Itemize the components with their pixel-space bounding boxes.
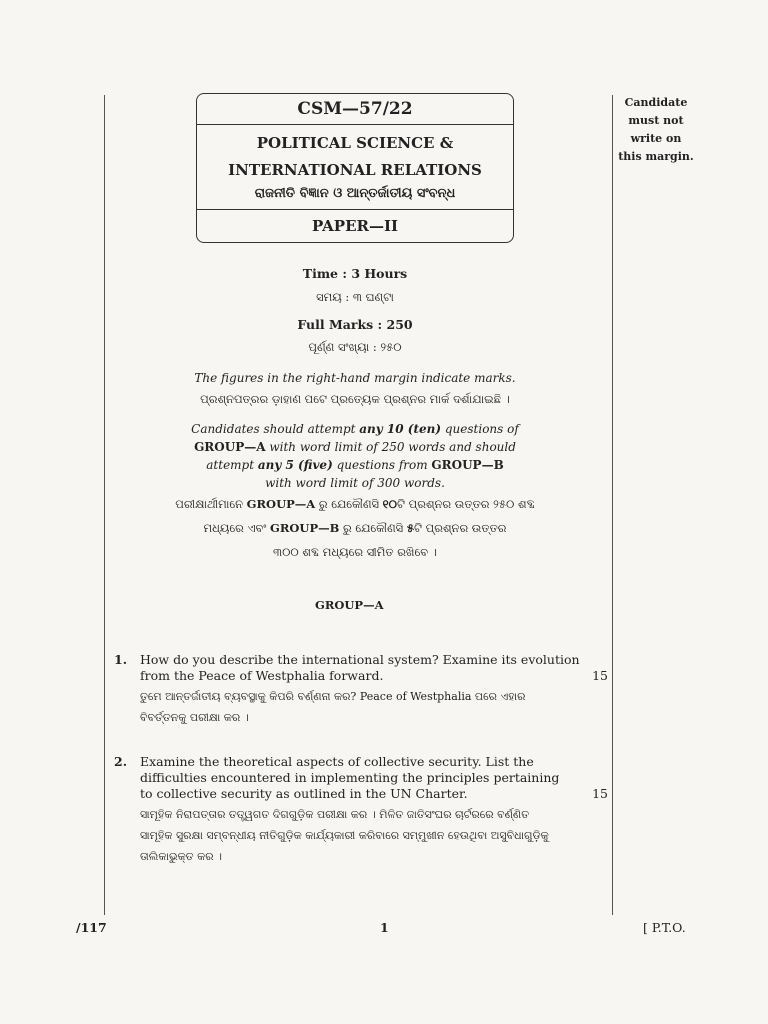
pto-label: [ P.T.O. — [643, 920, 686, 935]
instr-text: ଟି ପ୍ରଶ୍ନର ଉତ୍ତର — [414, 521, 507, 535]
question-en — [140, 652, 608, 684]
margin-note — [612, 94, 700, 166]
instr-text: Candidates should attempt — [191, 422, 360, 436]
instr-text: ମଧ୍ୟରେ ଏବଂ — [203, 521, 271, 535]
question-body — [140, 754, 608, 867]
margin-note-line: Candidate — [624, 96, 688, 109]
question-en-text: to collective security as outlined in the UN Charter. — [140, 786, 468, 801]
page-number: 1 — [380, 920, 389, 935]
instructions-or — [150, 492, 560, 564]
instr-text: ରୁ ଯେକୌଣସି — [315, 497, 383, 511]
instr-bold: ୫ — [406, 521, 415, 535]
instr-text: questions from — [332, 458, 432, 472]
question-marks: 15 — [592, 668, 608, 683]
question-or-line: ସାମୂହିକ ନିରାପତ୍ତାର ତତ୍ତ୍ୱଗତ ଦିଗଗୁଡ଼ିକ ପରୀକ୍ଷା କର । ମିଳିତ ଜାତିସଂଘର ଚାର୍ଟରରେ ବର୍ଣ୍ଣିତ — [140, 808, 530, 821]
question-en-line: difficulties encountered in implementing the principles pertaining — [140, 770, 560, 785]
instr-or-line-1 — [150, 492, 560, 516]
paper-number: PAPER—II — [311, 217, 399, 235]
question-2 — [114, 754, 608, 867]
instr-bold: any 10 (ten) — [359, 422, 442, 436]
paper-code: CSM—57/22 — [197, 94, 513, 125]
instr-group: GROUP—A — [246, 497, 316, 511]
instructions-en — [150, 420, 560, 492]
question-or-line: ବିବର୍ତ୍ତନକୁ ପରୀକ୍ଷା କର । — [140, 711, 249, 724]
title-box — [196, 93, 514, 243]
question-or-line: ସାମୂହିକ ସୁରକ୍ଷା ସମ୍ବନ୍ଧୀୟ ନୀତିଗୁଡ଼ିକ କାର୍ଯ୍ୟକାରୀ କରିବାରେ ସମ୍ମୁଖୀନ ହେଉଥିବା ଅସୁବିଧାଗୁଡ଼ିକୁ — [140, 829, 549, 842]
instr-bold: any 5 (five) — [257, 458, 333, 472]
instr-or-line-2 — [150, 516, 560, 540]
subject-en-line-1: POLITICAL SCIENCE & — [256, 134, 454, 152]
time-or: ସମୟ : ୩ ଘଣ୍ଟା — [316, 290, 394, 304]
instr-text: with word limit of 250 words and should — [265, 440, 516, 454]
question-en-line — [140, 668, 608, 684]
group-a-heading: GROUP—A — [315, 598, 384, 612]
time-en: Time : 3 Hours — [302, 266, 408, 281]
instr-en-line-4: with word limit of 300 words. — [265, 476, 445, 490]
subject-block — [197, 125, 513, 210]
question-number: 1. — [114, 652, 128, 667]
instr-text: ପରୀକ୍ଷାର୍ଥୀମାନେ — [175, 497, 247, 511]
left-margin-rule — [104, 95, 105, 915]
question-marks: 15 — [592, 786, 608, 801]
subject-en-line-2: INTERNATIONAL RELATIONS — [228, 161, 482, 179]
instr-group: GROUP—B — [270, 521, 340, 535]
instr-en-line-1 — [150, 420, 560, 438]
instr-or-line-3: ୩୦୦ ଶବ୍ଦ ମଧ୍ୟରେ ସୀମିତ ରଖିବେ । — [273, 545, 437, 559]
instr-text: ରୁ ଯେକୌଣସି — [339, 521, 407, 535]
question-or-line: ତାଲିକାଭୁକ୍ତ କର । — [140, 850, 222, 863]
margin-note-line: must not — [628, 114, 684, 127]
question-number: 2. — [114, 754, 128, 769]
instr-group: GROUP—B — [431, 458, 504, 472]
question-en — [140, 754, 608, 802]
question-en-line: Examine the theoretical aspects of collective security. List the — [140, 754, 534, 769]
instr-en-line-2 — [150, 438, 560, 456]
question-odia — [140, 686, 608, 728]
margin-note-line: write on — [630, 132, 682, 145]
margin-note-line: this margin. — [618, 150, 694, 163]
question-en-line — [140, 786, 608, 802]
question-body — [140, 652, 608, 728]
note-or: ପ୍ରଶ୍ନପତ୍ରର ଡ଼ାହାଣ ପଟେ ପ୍ରତ୍ୟେକ ପ୍ରଶ୍ନର ମାର୍କ ଦର୍ଶାଯାଇଛି । — [200, 392, 510, 406]
question-or-line: ତୁମେ ଆନ୍ତର୍ଜାତୀୟ ବ୍ୟବସ୍ଥାକୁ କିପରି ବର୍ଣ୍ଣନା କର? Peace of Westphalia ପରେ ଏହାର — [140, 690, 526, 703]
question-odia — [140, 804, 608, 867]
right-margin-rule — [612, 95, 613, 915]
marks-or: ପୂର୍ଣ୍ଣ ସଂଖ୍ୟା : ୨୫୦ — [308, 340, 402, 354]
instr-en-line-3 — [150, 456, 560, 474]
instr-text: questions of — [441, 422, 519, 436]
footer-code: /117 — [76, 920, 107, 935]
note-en: The figures in the right-hand margin indicate marks. — [194, 371, 516, 385]
instr-text: attempt — [206, 458, 258, 472]
question-1 — [114, 652, 608, 728]
instr-bold: ୧୦ — [382, 497, 397, 511]
instr-group: GROUP—A — [194, 440, 266, 454]
subject-odia: ରାଜନୀତି ବିଜ୍ଞାନ ଓ ଆନ୍ତର୍ଜାତୀୟ ସଂବନ୍ଧ — [254, 186, 456, 201]
question-en-text: from the Peace of Westphalia forward. — [140, 668, 384, 683]
marks-en: Full Marks : 250 — [297, 317, 413, 332]
question-en-line: How do you describe the international system? Examine its evolution — [140, 652, 580, 667]
instr-text: ଟି ପ୍ରଶ୍ନର ଉତ୍ତର ୨୫୦ ଶବ୍ଦ — [397, 497, 535, 511]
